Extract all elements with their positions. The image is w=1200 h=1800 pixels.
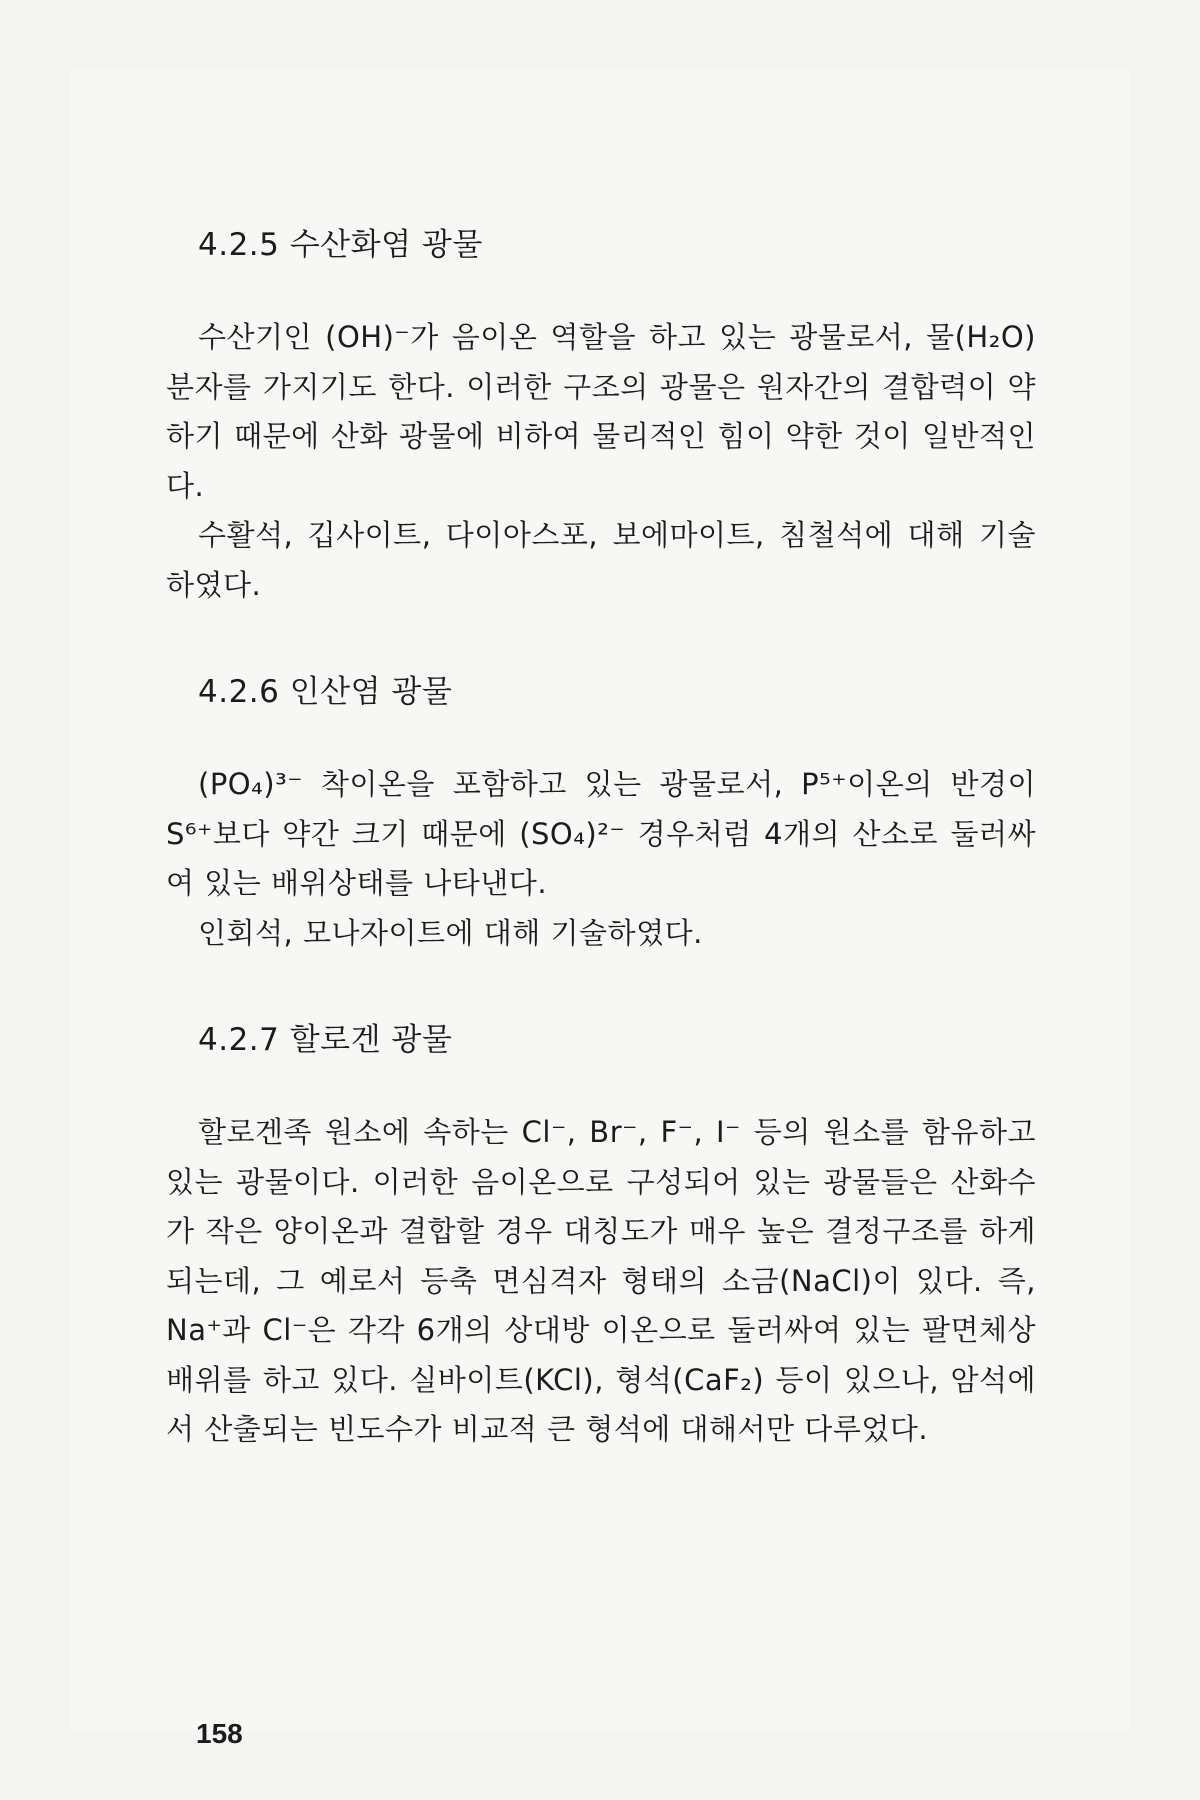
document-body xyxy=(166,225,1036,1455)
section-4-2-7 xyxy=(166,1020,1036,1455)
paragraph: 인회석, 모나자이트에 대해 기술하였다. xyxy=(198,915,703,950)
paragraph: (PO₄)³⁻ 착이온을 포함하고 있는 광물로서, P⁵⁺이온의 반경이 S⁶⁺보다 약간 크기 때문에 (SO₄)²⁻ 경우처럼 4개의 산소로 둘러싸여 있는 배위상태를 나타낸다. xyxy=(166,767,1036,900)
paragraph: 수산기인 (OH)⁻가 음이온 역할을 하고 있는 광물로서, 물(H₂O) 분자를 가지기도 한다. 이러한 구조의 광물은 원자간의 결합력이 약하기 때문에 산화 광물에 비하여 물리적인 힘이 약한 것이 일반적인다. xyxy=(166,320,1036,503)
page-number: 158 xyxy=(196,1718,243,1749)
section-4-2-6 xyxy=(166,672,1036,958)
paragraph: 수활석, 깁사이트, 다이아스포, 보에마이트, 침철석에 대해 기술하였다. xyxy=(166,518,1036,602)
paragraph: 할로겐족 원소에 속하는 Cl⁻, Br⁻, F⁻, I⁻ 등의 원소를 함유하고 있는 광물이다. 이러한 음이온으로 구성되어 있는 광물들은 산화수가 작은 양이온과 결합할 경우 대칭도가 매우 높은 결정구조를 하게 되는데, 그 예로서 등축 면심격자 형태의 소금(NaCl)이 있다. 즉, Na⁺과 Cl⁻은 각각 6개의 상대방 이온으로 둘러싸여 있는 팔면체상 배위를 하고 있다. 실바이트(KCl), 형석(CaF₂) 등이 있으나, 암석에서 산출되는 빈도수가 비교적 큰 형석에 대해서만 다루었다. xyxy=(166,1115,1036,1446)
section-title: 4.2.6 인산염 광물 xyxy=(198,674,453,710)
section-title: 4.2.7 할로겐 광물 xyxy=(198,1022,453,1058)
section-4-2-5 xyxy=(166,225,1036,610)
section-title: 4.2.5 수산화염 광물 xyxy=(198,227,483,263)
